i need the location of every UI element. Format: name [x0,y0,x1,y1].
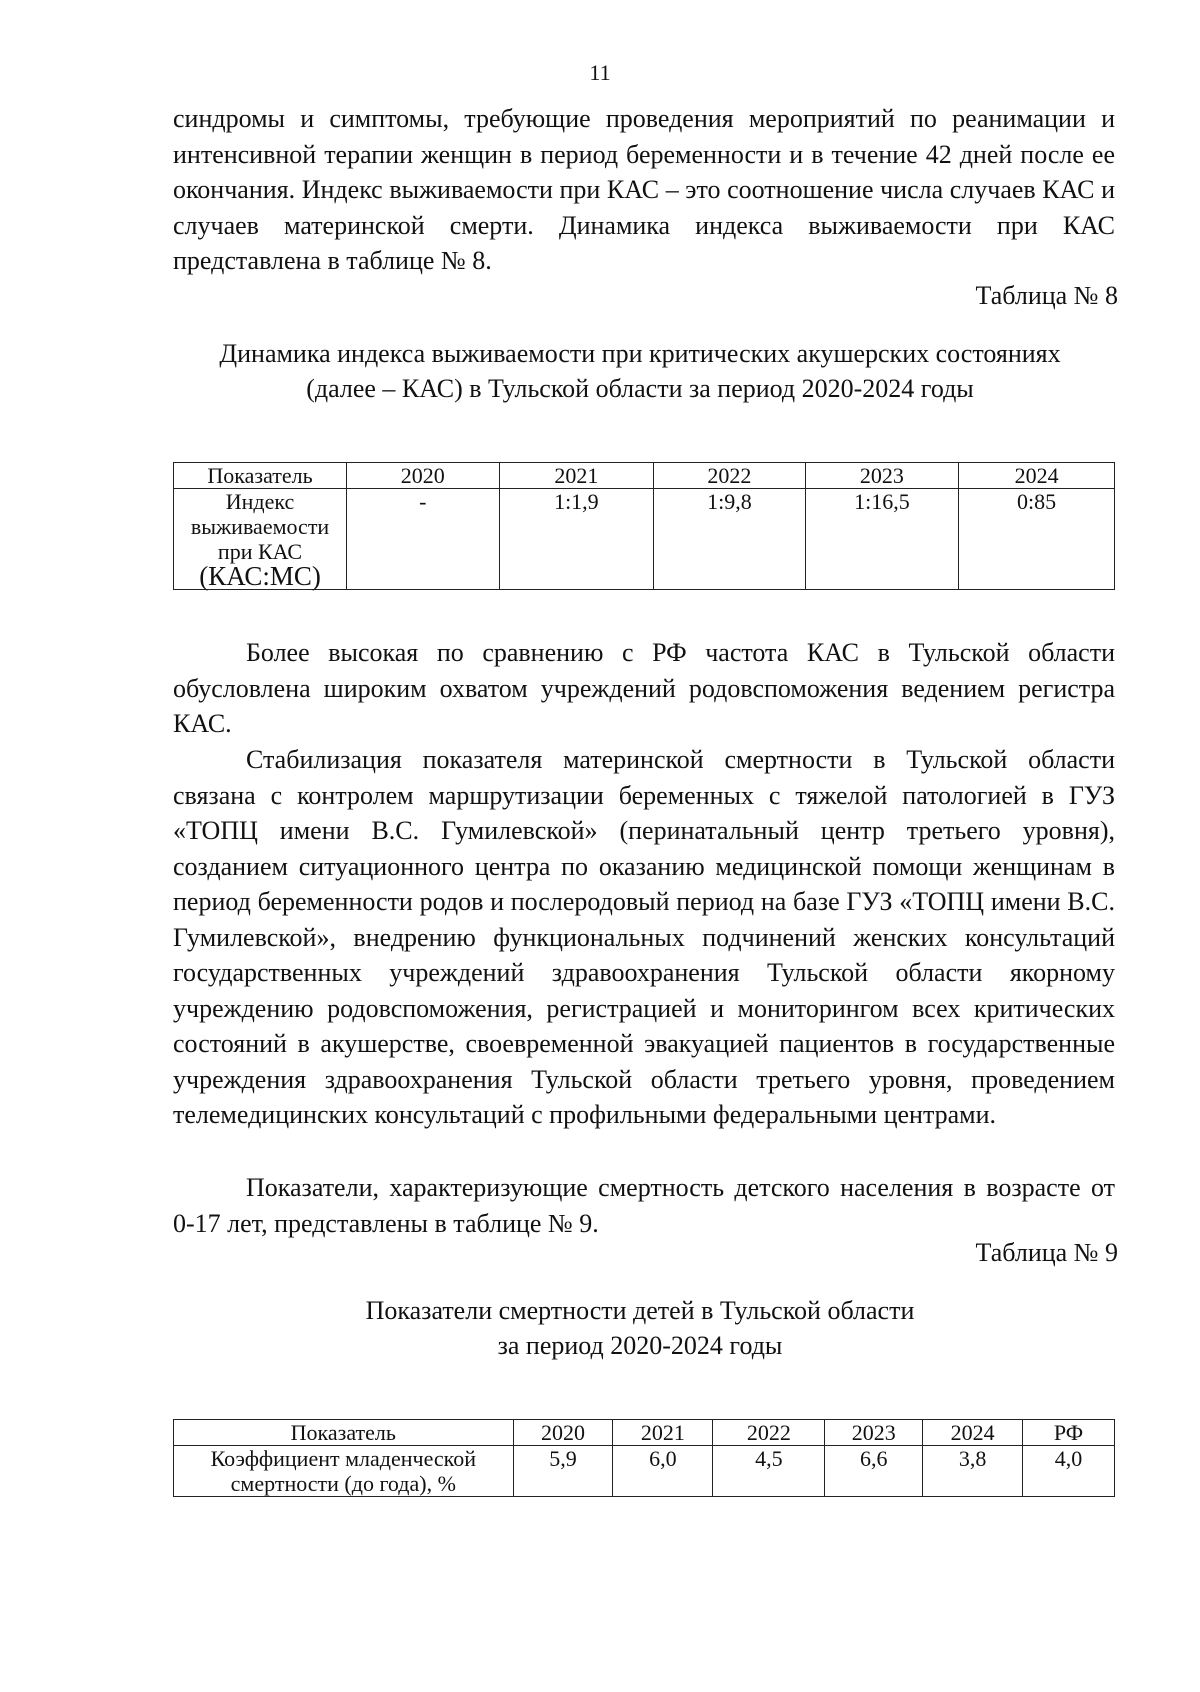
table-8-indicator-cell [174,489,347,590]
table-8-header-row [174,463,1115,489]
paragraph-3: Стабилизация показателя материнской смертности в Тульской области связана с контролем маршрутизации беременных с тяжелой патологией в ГУЗ «ТОПЦ имени В.С. Гумилевской» (перинатальный центр третьего уровня), созданием ситуационного центра по оказанию медицинской помощи женщинам в период беременности родов и послеродовый период на базе ГУЗ «ТОПЦ имени В.С. Гумилевской», внедрению функциональных подчинений женских консультаций государственных учреждений здравоохранения Тульской области якорному учреждению родовспоможения, регистрацией и мониторингом всех критических состояний в акушерстве, своевременной эвакуацией пациентов в государственные учреждения здравоохранения Тульской области третьего уровня, проведением телемедицинских консультаций с профильными федеральными центрами. [173,745,1115,1129]
table-8-header-cell: 2020 [347,463,500,489]
table-8-header-cell: 2024 [959,463,1115,489]
intro-paragraph: синдромы и симптомы, требующие проведения мероприятий по реанимации и интенсивной терапии женщин в период беременности и в течение 42 дней после ее окончания. Индекс выживаемости при КАС – это соотношение числа случаев КАС и случаев материнской смерти. Динамика индекса выживаемости при КАС представлена в таблице № 8. [173,104,1115,275]
table-8-value-cell: 0:85 [959,489,1115,590]
table-9-header-cell: 2024 [923,1420,1023,1446]
table-8-header-cell: Показатель [174,463,347,489]
indicator-line: выживаемости [190,514,330,539]
indicator-line: (КАС:МС) [199,561,321,591]
indicator-line: при КАС [217,539,303,564]
table-9-value-cell: 4,0 [1023,1446,1115,1497]
table-9-header-cell: РФ [1023,1420,1115,1446]
table-8-header-cell: 2021 [499,463,654,489]
table-9-value-cell: 4,5 [713,1446,825,1497]
table-8-label: Таблица № 8 [975,281,1118,310]
table-9-data-row [174,1446,1115,1497]
table-8-header-cell: 2022 [654,463,805,489]
table-9-header-cell: 2022 [713,1420,825,1446]
indicator-line: смертности (до года), % [230,1471,456,1496]
table-8-value-cell: - [347,489,500,590]
indicator-line: Индекс [225,489,295,514]
table-9-title-line1: Показатели смертности детей в Тульской области [365,1296,915,1325]
table-8-title-line2: (далее – КАС) в Тульской области за период 2020-2024 годы [306,374,974,403]
table-8-value-cell: 1:1,9 [499,489,654,590]
table-9-value-cell: 5,9 [513,1446,613,1497]
table-9-title [150,1293,1130,1363]
table-8-value-cell: 1:9,8 [654,489,805,590]
table-9-header-cell: 2021 [613,1420,713,1446]
page-number: 11 [589,60,611,85]
paragraph-4: Показатели, характеризующие смертность детского населения в возрасте от 0-17 лет, представлены в таблице № 9. [173,1173,1115,1238]
table-9-header-cell: 2020 [513,1420,613,1446]
table-9-header-row [174,1420,1115,1446]
table-8-title-line1: Динамика индекса выживаемости при критических акушерских состояниях [219,339,1061,368]
table-8-header-cell: 2023 [805,463,959,489]
table-9-indicator-cell [174,1446,514,1497]
table-9 [173,1419,1115,1497]
table-9-value-cell: 3,8 [923,1446,1023,1497]
paragraph-2: Более высокая по сравнению с РФ частота КАС в Тульской области обусловлена широким охватом учреждений родовспоможения ведением регистра КАС. [173,638,1115,738]
table-9-header-cell: Показатель [174,1420,514,1446]
table-9-value-cell: 6,6 [825,1446,923,1497]
table-9-label: Таблица № 9 [975,1238,1118,1267]
table-8 [173,462,1115,590]
table-8-value-cell: 1:16,5 [805,489,959,590]
table-8-data-row [174,489,1115,590]
table-9-title-line2: за период 2020-2024 годы [497,1331,783,1360]
table-8-title [150,336,1130,406]
indicator-line: Коэффициент младенческой [210,1446,476,1471]
table-9-header-cell: 2023 [825,1420,923,1446]
table-9-value-cell: 6,0 [613,1446,713,1497]
